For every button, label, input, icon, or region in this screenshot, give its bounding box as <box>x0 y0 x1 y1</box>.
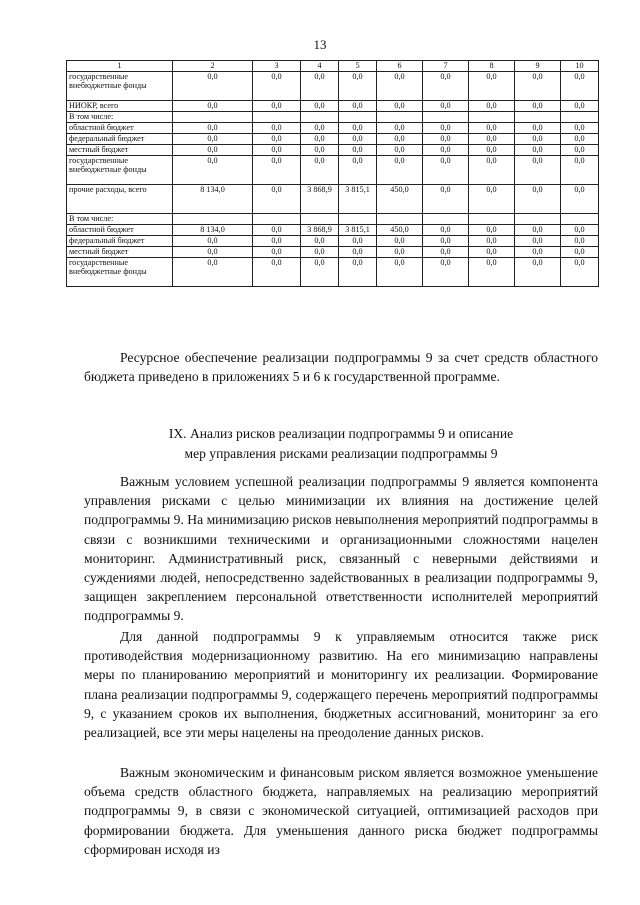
table-cell <box>377 111 423 122</box>
row-label: государственные внебюджетные фонды <box>67 71 173 100</box>
table-cell: 0,0 <box>173 235 253 246</box>
table-cell: 0,0 <box>515 184 561 213</box>
column-header: 8 <box>469 61 515 72</box>
table-cell: 0,0 <box>515 144 561 155</box>
row-label: местный бюджет <box>67 246 173 257</box>
column-header: 4 <box>301 61 339 72</box>
table-cell: 0,0 <box>377 155 423 184</box>
row-label: государственные внебюджетные фонды <box>67 155 173 184</box>
table-cell: 0,0 <box>173 100 253 111</box>
table-cell <box>253 111 301 122</box>
table-cell: 0,0 <box>253 144 301 155</box>
table-cell <box>301 213 339 224</box>
table-row <box>67 111 599 122</box>
table-cell: 0,0 <box>253 133 301 144</box>
table-cell: 0,0 <box>423 122 469 133</box>
table-cell <box>561 111 599 122</box>
table-cell: 0,0 <box>423 155 469 184</box>
table-cell: 0,0 <box>561 184 599 213</box>
row-label: федеральный бюджет <box>67 235 173 246</box>
table-cell: 450,0 <box>377 184 423 213</box>
table-cell <box>173 213 253 224</box>
table-cell: 0,0 <box>561 235 599 246</box>
table-row <box>67 184 599 213</box>
table-cell: 3 868,9 <box>301 184 339 213</box>
table-cell: 0,0 <box>561 100 599 111</box>
table-cell: 0,0 <box>561 71 599 100</box>
column-header: 7 <box>423 61 469 72</box>
table-cell: 0,0 <box>469 133 515 144</box>
table-cell: 3 815,1 <box>339 224 377 235</box>
table-cell: 0,0 <box>469 100 515 111</box>
table-cell: 0,0 <box>515 122 561 133</box>
table-cell <box>469 111 515 122</box>
table-row <box>67 213 599 224</box>
table-row <box>67 133 599 144</box>
table-cell: 0,0 <box>173 144 253 155</box>
table-cell: 0,0 <box>173 155 253 184</box>
table-cell: 0,0 <box>377 257 423 286</box>
row-label: федеральный бюджет <box>67 133 173 144</box>
table-cell: 0,0 <box>253 235 301 246</box>
table-cell: 0,0 <box>515 257 561 286</box>
row-label: государственные внебюджетные фонды <box>67 257 173 286</box>
table-cell: 0,0 <box>423 235 469 246</box>
row-label: прочие расходы, всего <box>67 184 173 213</box>
table-cell: 0,0 <box>173 71 253 100</box>
table-cell: 0,0 <box>423 184 469 213</box>
table-cell: 0,0 <box>253 224 301 235</box>
table-cell: 0,0 <box>301 257 339 286</box>
table-cell: 0,0 <box>301 246 339 257</box>
table-row <box>67 122 599 133</box>
table-cell: 0,0 <box>339 133 377 144</box>
table-cell: 0,0 <box>469 235 515 246</box>
table-cell: 0,0 <box>377 235 423 246</box>
table-cell: 0,0 <box>469 246 515 257</box>
table-cell: 0,0 <box>423 71 469 100</box>
section-heading-line-1: IX. Анализ рисков реализации подпрограммы 9 и описание <box>168 426 514 441</box>
table-row <box>67 257 599 286</box>
table-cell: 0,0 <box>173 257 253 286</box>
risk-paragraph-1: Важным условием успешной реализации подпрограммы 9 является компонента управления рисками с целью минимизации их влияния на достижение целей подпрограммы 9. На минимизацию рисков невыполнения мероприятий подпрограммы в связи с возникшими техническими и организационными сложностями нацелен мониторинг. Административный риск, связанный с неверными действиями и суждениями людей, непосредственно задействованных в реализации подпрограммы 9, защищен закреплением персональной ответственности исполнителей мероприятий подпрограммы 9. <box>84 474 598 624</box>
table-cell: 0,0 <box>377 144 423 155</box>
table-cell: 0,0 <box>253 122 301 133</box>
table-cell: 0,0 <box>339 155 377 184</box>
table-cell: 0,0 <box>301 144 339 155</box>
table-cell: 0,0 <box>515 246 561 257</box>
table-cell <box>561 213 599 224</box>
table-cell: 0,0 <box>469 184 515 213</box>
table-cell: 0,0 <box>173 133 253 144</box>
table-cell: 8 134,0 <box>173 184 253 213</box>
row-label: НИОКР, всего <box>67 100 173 111</box>
table-cell: 0,0 <box>469 71 515 100</box>
budget-table <box>66 60 599 287</box>
table-cell: 0,0 <box>339 246 377 257</box>
resource-paragraph: Ресурсное обеспечение реализации подпрограммы 9 за счет средств областного бюджета приведено в приложениях 5 и 6 к государственной программе. <box>84 350 598 385</box>
table-cell <box>173 111 253 122</box>
table-cell: 0,0 <box>339 235 377 246</box>
section-heading <box>84 424 598 463</box>
row-label: областной бюджет <box>67 224 173 235</box>
table-cell: 3 815,1 <box>339 184 377 213</box>
table-cell: 0,0 <box>377 133 423 144</box>
table-cell: 0,0 <box>253 257 301 286</box>
table-cell: 0,0 <box>469 155 515 184</box>
column-header: 10 <box>561 61 599 72</box>
table-cell: 0,0 <box>515 100 561 111</box>
table-cell: 0,0 <box>377 100 423 111</box>
table-cell: 0,0 <box>253 71 301 100</box>
column-header: 1 <box>67 61 173 72</box>
table-cell: 0,0 <box>301 122 339 133</box>
table-cell: 0,0 <box>253 100 301 111</box>
table-cell: 0,0 <box>377 246 423 257</box>
table-cell <box>423 213 469 224</box>
table-cell: 0,0 <box>301 71 339 100</box>
table-cell: 0,0 <box>515 133 561 144</box>
table-cell: 0,0 <box>301 235 339 246</box>
section-heading-line-2: мер управления рисками реализации подпрограммы 9 <box>184 445 498 461</box>
table-cell: 0,0 <box>469 144 515 155</box>
table-row <box>67 100 599 111</box>
table-cell <box>423 111 469 122</box>
table-cell <box>301 111 339 122</box>
row-label: областной бюджет <box>67 122 173 133</box>
table-cell: 450,0 <box>377 224 423 235</box>
table-cell: 0,0 <box>339 100 377 111</box>
table-cell: 0,0 <box>469 257 515 286</box>
table-cell: 0,0 <box>515 155 561 184</box>
table-cell: 0,0 <box>423 246 469 257</box>
row-label: В том числе: <box>67 213 173 224</box>
table-cell: 0,0 <box>561 257 599 286</box>
table-cell: 0,0 <box>301 100 339 111</box>
column-header: 9 <box>515 61 561 72</box>
table-cell: 8 134,0 <box>173 224 253 235</box>
table-row <box>67 246 599 257</box>
table-cell: 0,0 <box>423 100 469 111</box>
table-cell: 0,0 <box>515 235 561 246</box>
table-cell: 0,0 <box>561 144 599 155</box>
table-cell: 0,0 <box>423 133 469 144</box>
table-cell: 0,0 <box>561 133 599 144</box>
page-number: 13 <box>313 37 327 52</box>
table-cell <box>469 213 515 224</box>
table-cell <box>377 213 423 224</box>
row-label: В том числе: <box>67 111 173 122</box>
table-cell: 0,0 <box>301 155 339 184</box>
table-cell: 0,0 <box>469 122 515 133</box>
table-cell: 0,0 <box>423 257 469 286</box>
table-cell: 0,0 <box>339 257 377 286</box>
table-cell: 0,0 <box>423 224 469 235</box>
risk-paragraph-2: Для данной подпрограммы 9 к управляемым относится также риск противодействия модернизационному развитию. На его минимизацию направлены меры по планированию мероприятий и мониторингу их реализации. Формирование плана реализации подпрограммы 9, содержащего перечень мероприятий подпрограммы 9, с указанием сроков их выполнения, бюджетных ассигнований, мониторинг за его реализацией, все эти меры нацелены на преодоление данных рисков. <box>84 629 598 741</box>
table-cell: 0,0 <box>339 71 377 100</box>
row-label: местный бюджет <box>67 144 173 155</box>
table-cell: 0,0 <box>173 246 253 257</box>
table-cell <box>339 111 377 122</box>
table-cell: 3 868,9 <box>301 224 339 235</box>
table-cell: 0,0 <box>515 224 561 235</box>
table-cell: 0,0 <box>253 155 301 184</box>
table-row <box>67 155 599 184</box>
table-cell: 0,0 <box>423 144 469 155</box>
column-header: 3 <box>253 61 301 72</box>
table-cell: 0,0 <box>339 144 377 155</box>
table-cell: 0,0 <box>339 122 377 133</box>
table-cell <box>515 111 561 122</box>
table-cell: 0,0 <box>561 122 599 133</box>
table-row <box>67 224 599 235</box>
table-cell <box>515 213 561 224</box>
table-cell: 0,0 <box>561 224 599 235</box>
table-cell: 0,0 <box>561 155 599 184</box>
table-cell: 0,0 <box>515 71 561 100</box>
table-cell: 0,0 <box>377 71 423 100</box>
table-header-row <box>67 61 599 72</box>
column-header: 5 <box>339 61 377 72</box>
table-row <box>67 144 599 155</box>
column-header: 6 <box>377 61 423 72</box>
table-cell: 0,0 <box>377 122 423 133</box>
table-cell: 0,0 <box>173 122 253 133</box>
table-cell: 0,0 <box>253 246 301 257</box>
table-row <box>67 235 599 246</box>
table-cell: 0,0 <box>469 224 515 235</box>
table-cell: 0,0 <box>253 184 301 213</box>
table-cell <box>339 213 377 224</box>
table-cell: 0,0 <box>561 246 599 257</box>
table-cell <box>253 213 301 224</box>
table-cell: 0,0 <box>301 133 339 144</box>
column-header: 2 <box>173 61 253 72</box>
table-row <box>67 71 599 100</box>
risk-paragraph-3: Важным экономическим и финансовым риском является возможное уменьшение объема средств областного бюджета, направляемых на реализацию мероприятий подпрограммы 9, в связи с экономической ситуацией, оптимизацией расходов при формировании бюджета. Для уменьшения данного риска бюджет подпрограммы сформирован исходя из <box>84 765 598 857</box>
